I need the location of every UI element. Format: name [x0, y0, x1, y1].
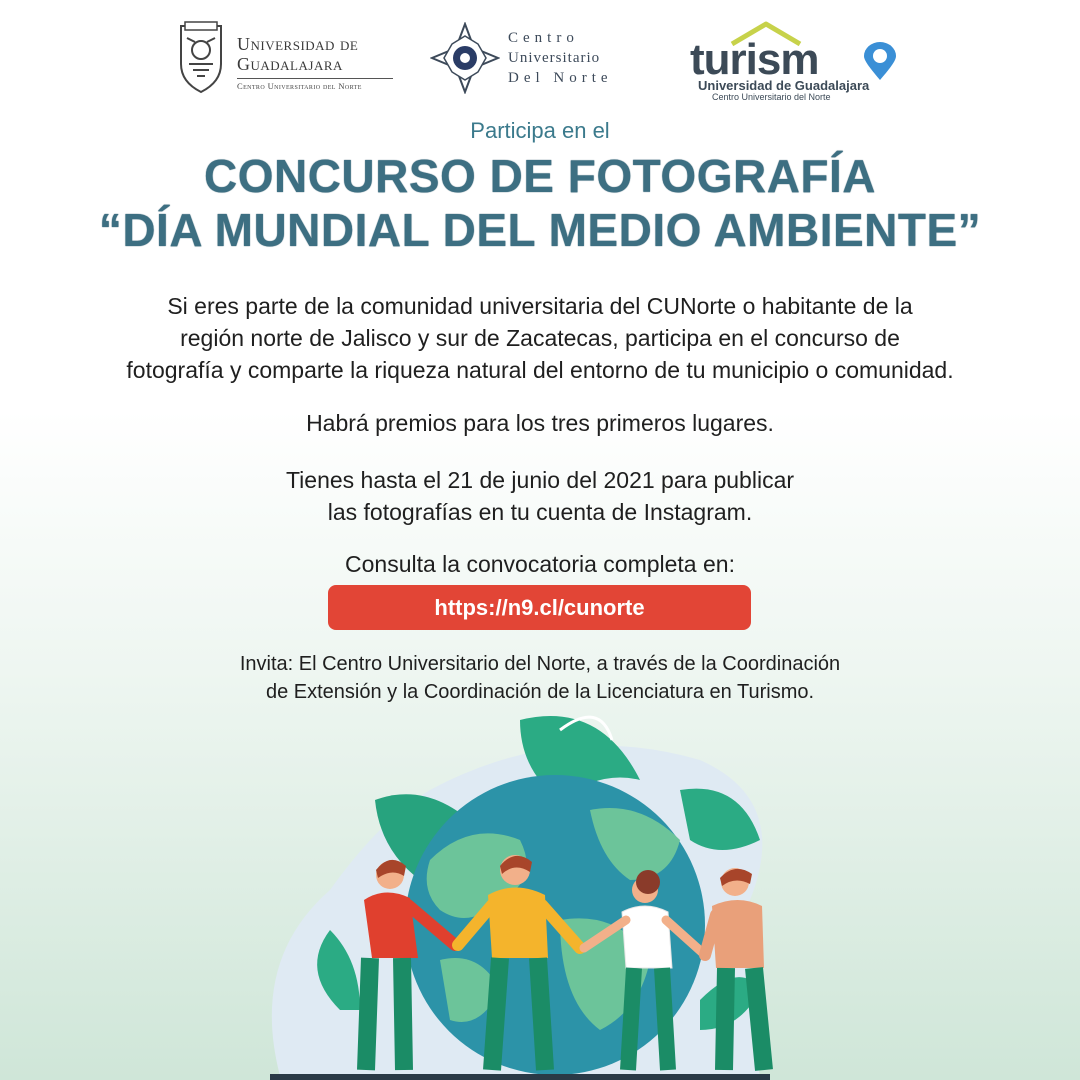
turismo-word: turism	[690, 35, 819, 84]
paragraph-line: Tienes hasta el 21 de junio del 2021 para publicar	[285, 467, 795, 493]
udg-line1: Universidad de	[237, 34, 359, 54]
udg-line2: Guadalajara	[237, 54, 343, 74]
credit-line: Invita: El Centro Universitario del Norte, a través de la Coordinación	[239, 653, 841, 675]
ground-line	[270, 1074, 770, 1080]
paragraph-line: Si eres parte de la comunidad universitaria del CUNorte o habitante de la	[167, 293, 913, 319]
university-seal-icon	[175, 20, 227, 94]
credit-line: de Extensión y la Coordinación de la Licenciatura en Turismo.	[265, 681, 815, 703]
earth-people-holding-hands-icon	[0, 700, 1080, 1080]
cunorte-line3: Del Norte	[508, 70, 613, 86]
paragraph-line: región norte de Jalisco y sur de Zacatecas, participa en el concurso de	[180, 325, 900, 351]
compass-emblem-icon	[430, 22, 500, 94]
paragraph-line: las fotografías en tu cuenta de Instagram.	[327, 499, 753, 525]
turismo-line1: Universidad de Guadalajara	[698, 78, 870, 93]
udg-logo	[175, 18, 395, 98]
turismo-logo	[690, 18, 910, 102]
convocatoria-link-button[interactable]: https://n9.cl/cunorte	[328, 585, 751, 630]
title-line-1: CONCURSO DE FOTOGRAFÍA	[203, 150, 877, 202]
cunorte-line1: Centro	[508, 30, 579, 46]
cunorte-line2: Universitario	[508, 50, 601, 66]
turismo-line2: Centro Universitario del Norte	[712, 92, 831, 102]
paragraph-intro	[0, 290, 1080, 386]
paragraph-prizes: Habrá premios para los tres primeros lugares.	[306, 410, 774, 436]
location-pin-icon	[860, 42, 900, 82]
udg-line3: Centro Universitario del Norte	[237, 81, 362, 91]
credit-text	[0, 650, 1080, 706]
logo-bar	[0, 18, 1080, 108]
paragraph-consult: Consulta la convocatoria completa en:	[345, 551, 735, 577]
intro-text: Participa en el	[470, 118, 610, 143]
paragraph-line: fotografía y comparte la riqueza natural del entorno de tu municipio o comunidad.	[126, 357, 954, 383]
cunorte-logo	[430, 18, 660, 98]
paragraph-deadline	[0, 464, 1080, 528]
udg-divider	[237, 78, 393, 79]
title-line-2: “DÍA MUNDIAL DEL MEDIO AMBIENTE”	[98, 204, 982, 256]
